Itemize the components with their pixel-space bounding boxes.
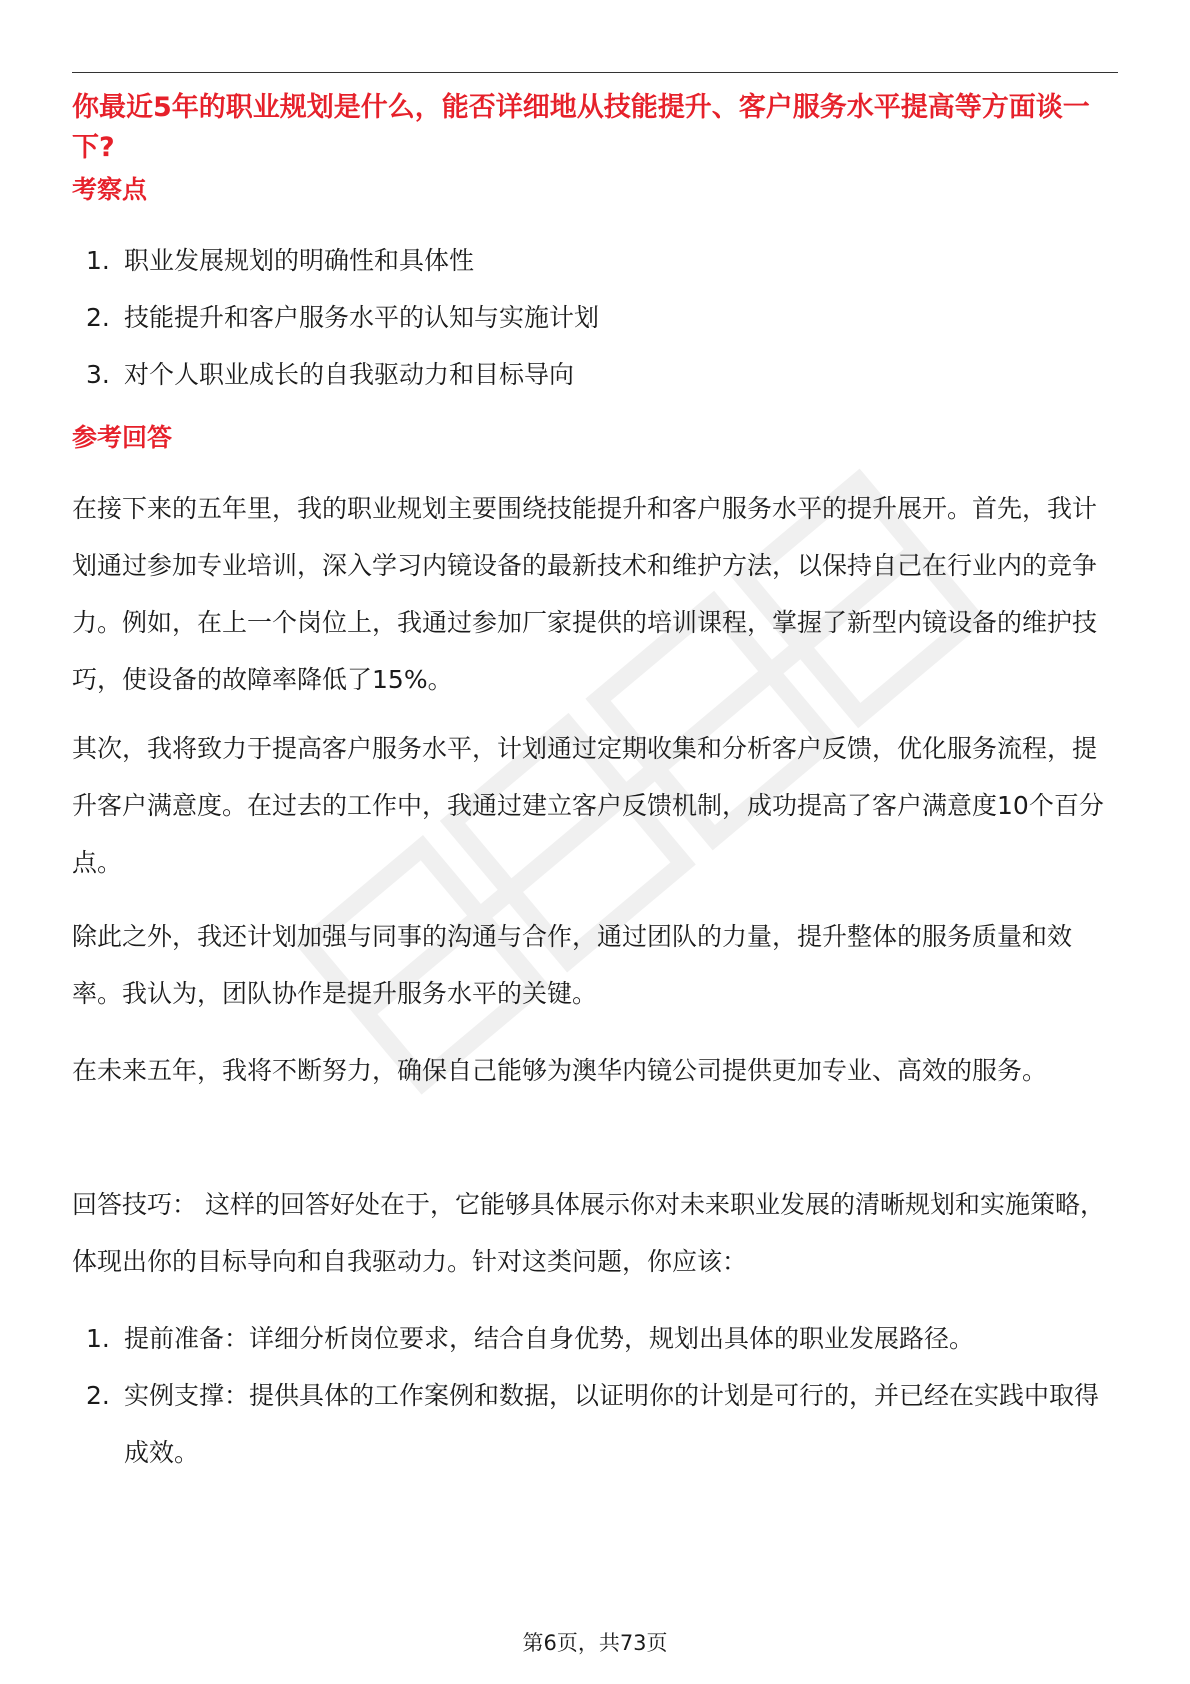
top-rule <box>72 72 1118 73</box>
question-title: 你最近5年的职业规划是什么，能否详细地从技能提升、客户服务水平提高等方面谈一下? <box>72 92 1090 163</box>
tips-list <box>72 1310 1118 1481</box>
section-title-answer: 参考回答 <box>72 423 173 452</box>
section-title-points: 考察点 <box>72 175 148 204</box>
answer-paragraph-4: 在未来五年，我将不断努力，确保自己能够为澳华内镜公司提供更加专业、高效的服务。 <box>72 1056 1048 1085</box>
list-item <box>72 1310 1118 1367</box>
list-item <box>72 289 1118 346</box>
list-item <box>72 346 1118 403</box>
answer-paragraph-1: 在接下来的五年里，我的职业规划主要围绕技能提升和客户服务水平的提升展开。首先，我计划通过参加专业培训，深入学习内镜设备的最新技术和维护方法，以保持自己在行业内的竞争力。例如，在上一个岗位上，我通过参加厂家提供的培训课程，掌握了新型内镜设备的维护技巧，使设备的故障率降低了15%。 <box>72 494 1098 694</box>
answer-tips: 回答技巧： 这样的回答好处在于，它能够具体展示你对未来职业发展的清晰规划和实施策略，体现出你的目标导向和自我驱动力。针对这类问题，你应该： <box>72 1190 1105 1276</box>
list-item-number: 2. <box>86 303 110 332</box>
list-item-text: 实例支撑：提供具体的工作案例和数据，以证明你的计划是可行的，并已经在实践中取得成效。 <box>124 1381 1100 1467</box>
list-item-text: 对个人职业成长的自我驱动力和目标导向 <box>124 360 575 389</box>
list-item-text: 技能提升和客户服务水平的认知与实施计划 <box>124 303 600 332</box>
list-item-number: 2. <box>86 1381 110 1410</box>
answer-paragraph-3: 除此之外，我还计划加强与同事的沟通与合作，通过团队的力量，提升整体的服务质量和效率。我认为，团队协作是提升服务水平的关键。 <box>72 922 1073 1008</box>
list-item-number: 3. <box>86 360 110 389</box>
points-list <box>72 232 1118 403</box>
list-item-text: 职业发展规划的明确性和具体性 <box>124 246 475 275</box>
list-item <box>72 1367 1118 1481</box>
list-item <box>72 232 1118 289</box>
list-item-number: 1. <box>86 1324 110 1353</box>
page-footer: 第6页，共73页 <box>522 1631 668 1655</box>
answer-paragraph-2: 其次，我将致力于提高客户服务水平，计划通过定期收集和分析客户反馈，优化服务流程，提升客户满意度。在过去的工作中，我通过建立客户反馈机制，成功提高了客户满意度10个百分点。 <box>72 734 1104 877</box>
list-item-text: 提前准备：详细分析岗位要求，结合自身优势，规划出具体的职业发展路径。 <box>124 1324 975 1353</box>
list-item-number: 1. <box>86 246 110 275</box>
